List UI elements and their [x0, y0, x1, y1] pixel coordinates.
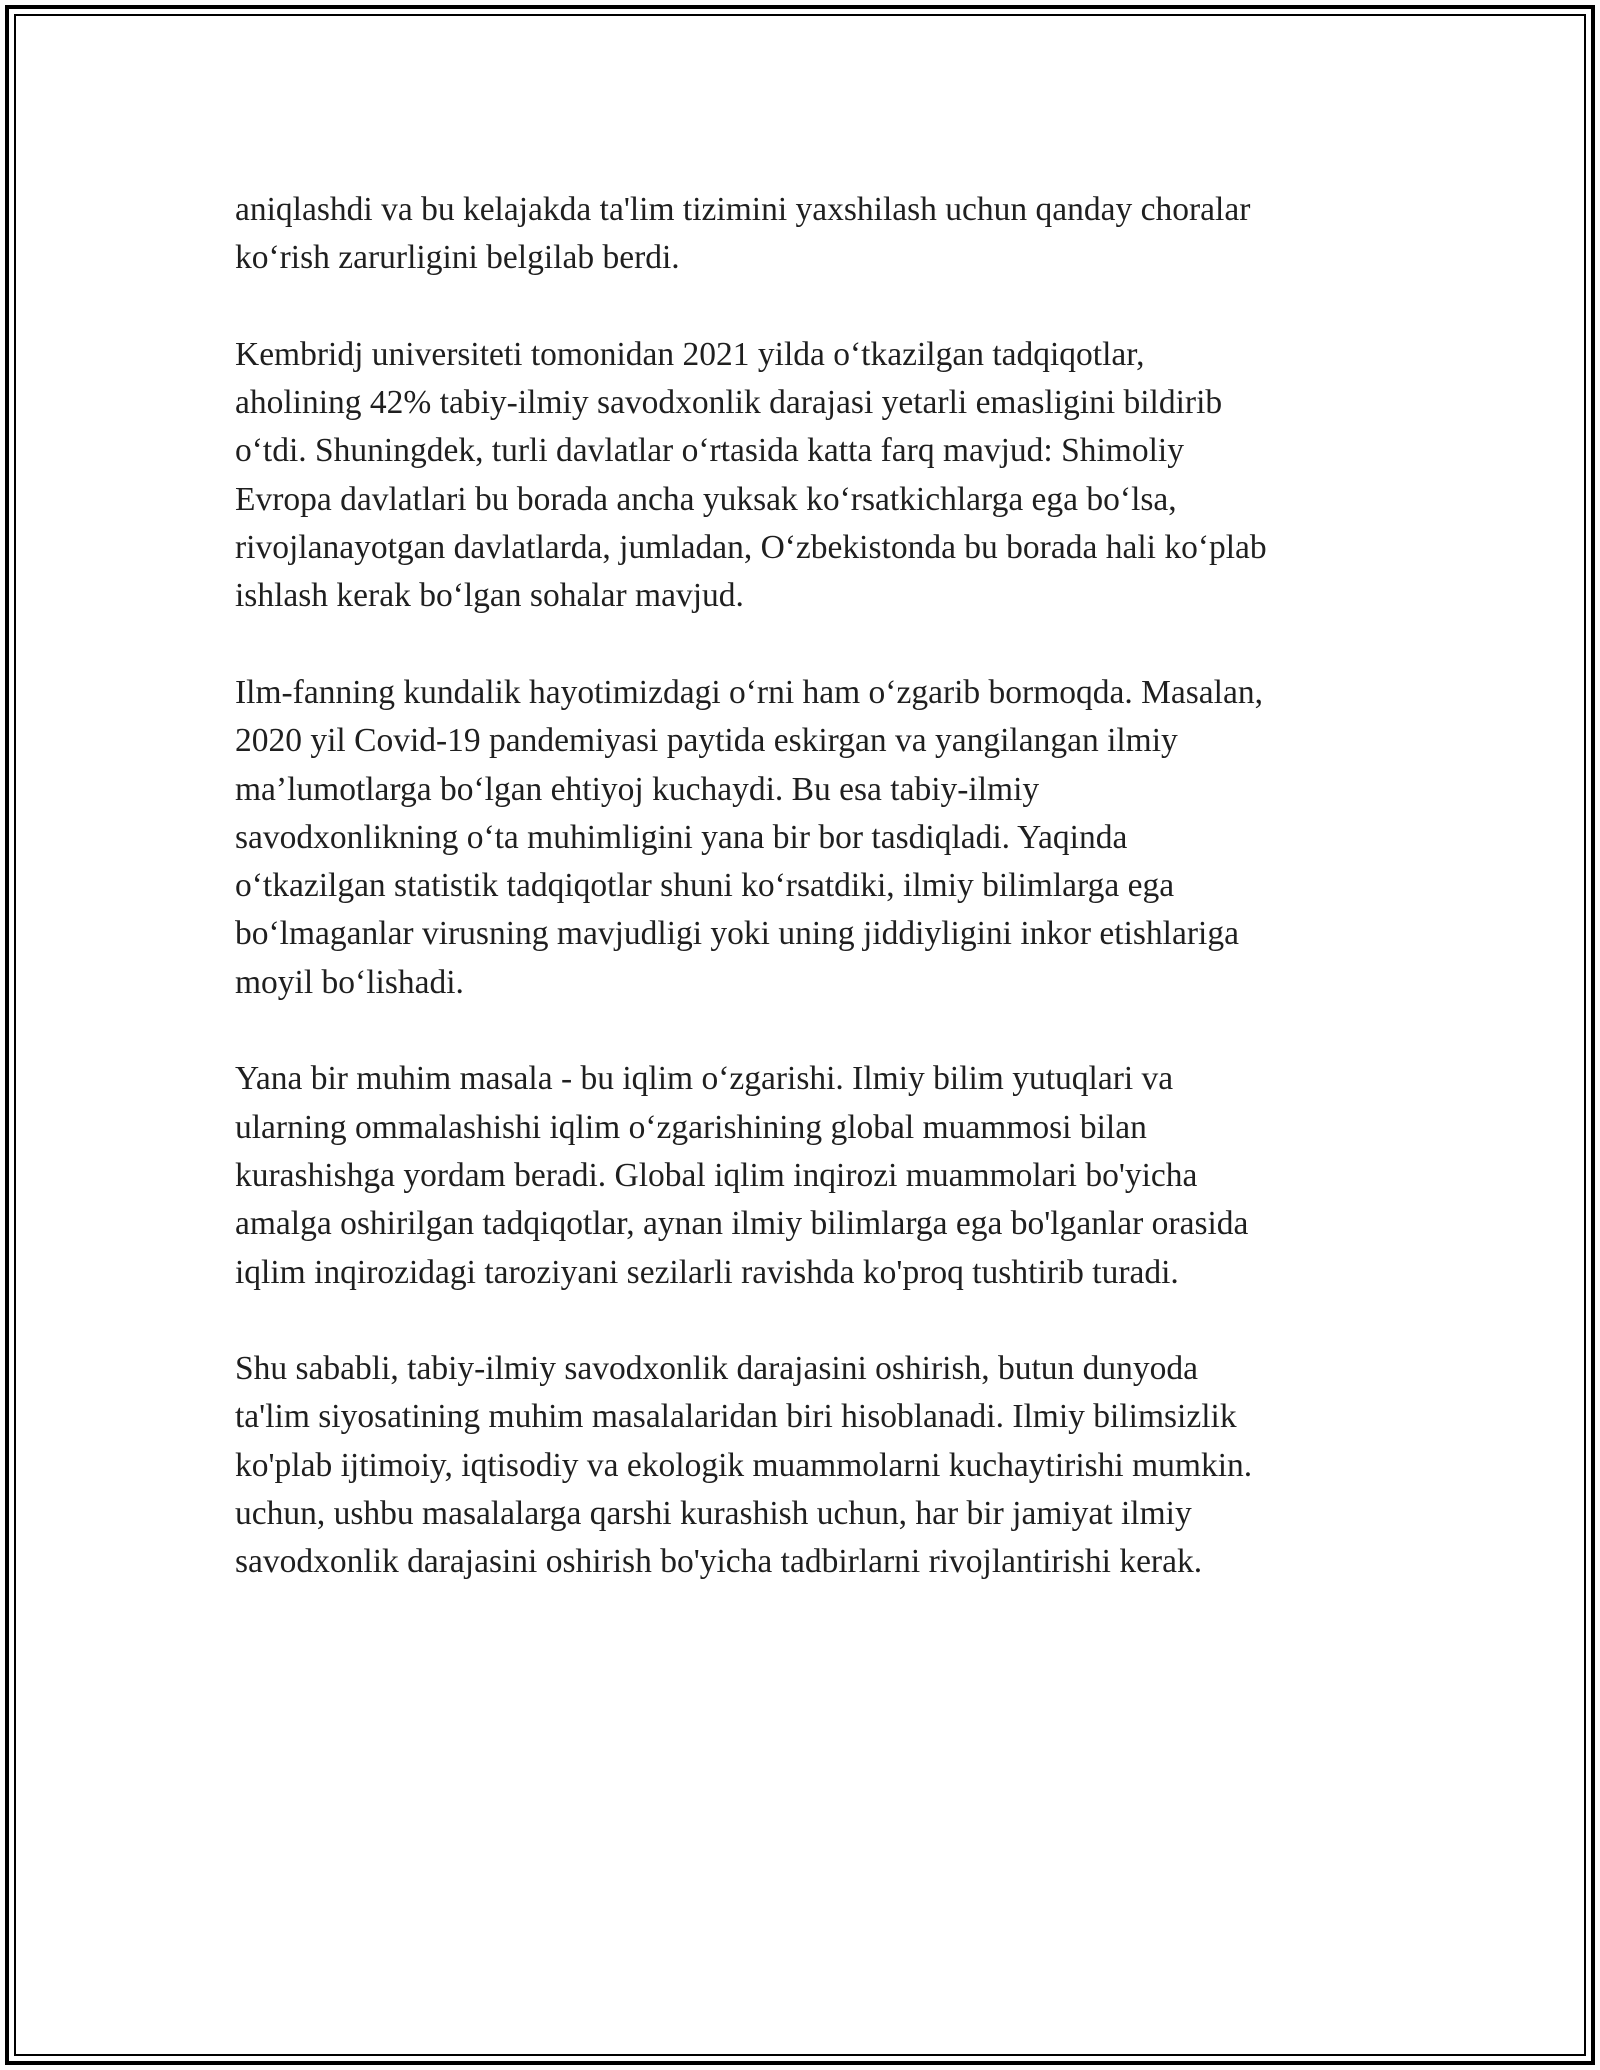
- paragraph-5: [235, 1345, 1385, 1586]
- paragraph-3: [235, 669, 1385, 1007]
- paragraph-2: [235, 331, 1385, 621]
- paragraph-4: [235, 1055, 1385, 1296]
- text-line: savodxonlik darajasini oshirish bo'yicha tadbirlarni rivojlantirishi kerak.: [235, 1543, 1203, 1581]
- text-line: iqlim inqirozidagi taroziyani sezilarli ravishda ko'proq tushtirib turadi.: [235, 1253, 1179, 1291]
- text-line: Yana bir muhim masala - bu iqlim o‘zgarishi. Ilmiy bilim yutuqlari va: [235, 1060, 1174, 1098]
- text-line: moyil bo‘lishadi.: [235, 963, 464, 1001]
- text-line: o‘tkazilgan statistik tadqiqotlar shuni ko‘rsatdiki, ilmiy bilimlarga ega: [235, 867, 1175, 905]
- text-line: ishlash kerak bo‘lgan sohalar mavjud.: [235, 577, 744, 615]
- text-line: Kembridj universiteti tomonidan 2021 yilda o‘tkazilgan tadqiqotlar,: [235, 335, 1145, 373]
- text-line: ko'plab ijtimoiy, iqtisodiy va ekologik muammolarni kuchaytirishi mumkin.: [235, 1446, 1253, 1484]
- document-body: [235, 186, 1385, 1635]
- text-line: aniqlashdi va bu kelajakda ta'lim tizimini yaxshilash uchun qanday choralar: [235, 191, 1251, 228]
- paragraph-1: [235, 186, 1385, 283]
- text-line: ma’lumotlarga bo‘lgan ehtiyoj kuchaydi. Bu esa tabiy-ilmiy: [235, 770, 1040, 808]
- text-line: amalga oshirilgan tadqiqotlar, aynan ilmiy bilimlarga ega bo'lganlar orasida: [235, 1205, 1249, 1243]
- text-line: bo‘lmaganlar virusning mavjudligi yoki uning jiddiyligini inkor etishlariga: [235, 915, 1239, 953]
- text-line: kurashishga yordam beradi. Global iqlim inqirozi muammolari bo'yicha: [235, 1156, 1198, 1194]
- text-line: 2020 yil Covid-19 pandemiyasi paytida eskirgan va yangilangan ilmiy: [235, 722, 1178, 760]
- text-line: uchun, ushbu masalalarga qarshi kurashish uchun, har bir jamiyat ilmiy: [235, 1495, 1192, 1533]
- text-line: aholining 42% tabiy-ilmiy savodxonlik darajasi yetarli emasligini bildirib: [235, 384, 1223, 422]
- text-line: savodxonlikning o‘ta muhimligini yana bir bor tasdiqladi. Yaqinda: [235, 818, 1128, 856]
- text-line: Ilm-fanning kundalik hayotimizdagi o‘rni ham o‘zgarib bormoqda. Masalan,: [235, 673, 1263, 711]
- text-line: o‘tdi. Shuningdek, turli davlatlar o‘rtasida katta farq mavjud: Shimoliy: [235, 432, 1184, 470]
- text-line: Evropa davlatlari bu borada ancha yuksak ko‘rsatkichlarga ega bo‘lsa,: [235, 480, 1177, 518]
- text-line: ta'lim siyosatining muhim masalalaridan biri hisoblanadi. Ilmiy bilimsizlik: [235, 1398, 1237, 1436]
- text-line: ularning ommalashishi iqlim o‘zgarishining global muammosi bilan: [235, 1108, 1147, 1146]
- text-line: ko‘rish zarurligini belgilab berdi.: [235, 239, 680, 277]
- text-line: rivojlanayotgan davlatlarda, jumladan, O‘zbekistonda bu borada hali ko‘plab: [235, 529, 1267, 567]
- text-line: Shu sababli, tabiy-ilmiy savodxonlik darajasini oshirish, butun dunyoda: [235, 1350, 1199, 1388]
